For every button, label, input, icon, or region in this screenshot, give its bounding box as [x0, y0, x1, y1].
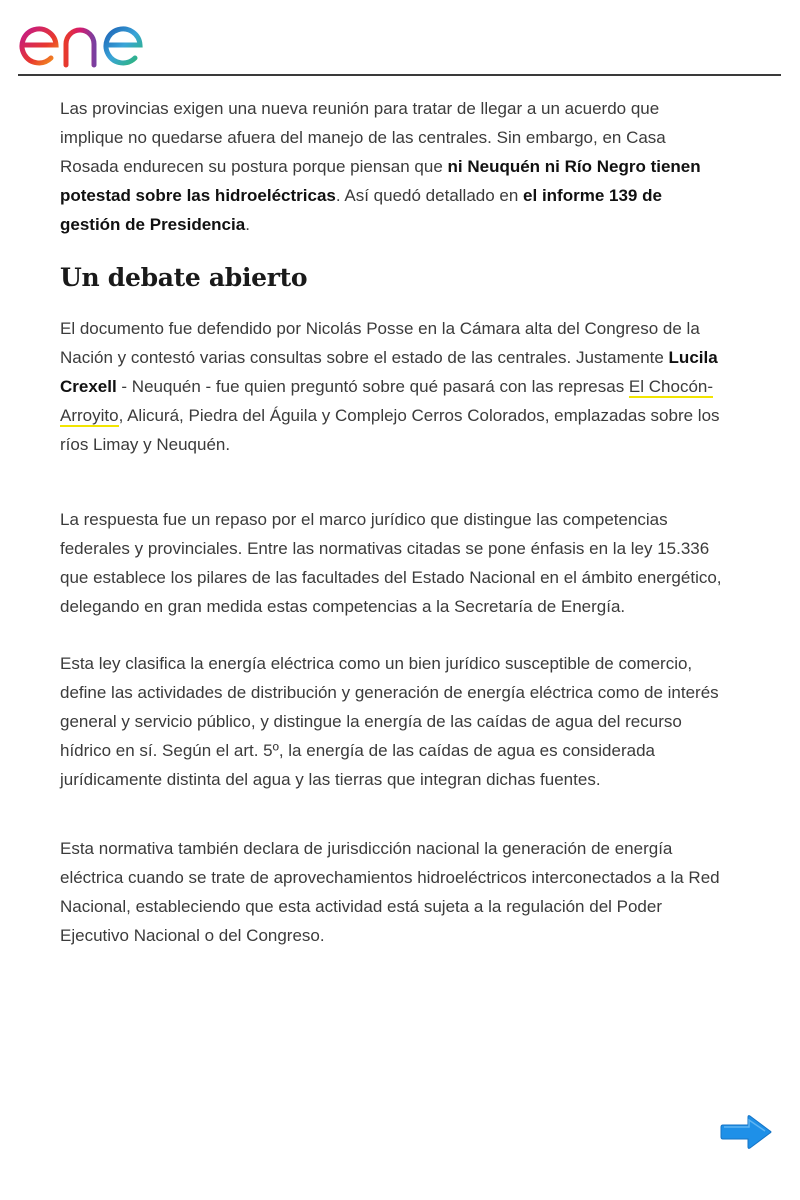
spacer [60, 794, 725, 834]
site-header [18, 0, 781, 76]
section-heading: Un debate abierto [60, 263, 308, 292]
bold-text: Lucila Crexell [60, 348, 718, 396]
spacer [60, 459, 725, 505]
paragraph-text: , Alicurá, Piedra del Águila y Complejo Cerros Colorados, emplazadas sobre los ríos Limay y Neuquén. [60, 406, 720, 454]
bold-text: el informe 139 de gestión de Presidencia [60, 186, 662, 234]
paragraph-text: . Así quedó detallado en [335, 186, 524, 205]
enel-logo[interactable] [18, 8, 183, 68]
paragraph-text: El documento fue defendido por Nicolás Posse en la Cámara alta del Congreso de la Nación y contestó varias consultas sobre el estado de las centrales. Justamente [60, 319, 700, 367]
right-arrow-icon[interactable] [720, 1114, 772, 1150]
paragraph-text: . [245, 215, 250, 234]
paragraph-law-classification: Esta ley clasifica la energía eléctrica como un bien jurídico susceptible de comercio, define las actividades de distribución y generación de energía eléctrica como de interés general y servicio público, y distingue la energía de las caídas de agua del recurso hídrico en sí. Según el art. 5º, la energía de las caídas de agua es considerada jurídicamente distinta del agua y las tierras que integran dichas fuentes. [60, 654, 719, 789]
paragraph-text: Las provincias exigen una nueva reunión para tratar de llegar a un acuerdo que implique no quedarse afuera del manejo de las centrales. Sin embargo, en Casa Rosada endurecen su postura porque piensan que [60, 99, 666, 176]
paragraph-national-jurisdiction: Esta normativa también declara de jurisdicción nacional la generación de energía eléctrica cuando se trate de aprovechamientos hidroeléctricos interconectados a la Red Nacional, estableciendo que esta actividad está sujeta a la regulación del Poder Ejecutivo Nacional o del Congreso. [60, 839, 720, 945]
paragraph-document [60, 314, 725, 459]
article-body [60, 94, 725, 950]
el-chocon-arroyito-link[interactable]: El Chocón-Arroyito [60, 377, 714, 425]
paragraph-text: - Neuquén - fue quien preguntó sobre qué pasará con las represas [116, 377, 629, 396]
bold-text: ni Neuquén ni Río Negro tienen potestad sobre las hidroeléctricas [60, 157, 701, 205]
spacer [60, 621, 725, 649]
paragraph-legal-framework: La respuesta fue un repaso por el marco jurídico que distingue las competencias federales y provinciales. Entre las normativas citadas se pone énfasis en la ley 15.336 que establece los pilares de las facultades del Estado Nacional en el ámbito energético, delegando en gran medida estas competencias a la Secretaría de Energía. [60, 510, 722, 616]
paragraph-intro [60, 94, 725, 239]
